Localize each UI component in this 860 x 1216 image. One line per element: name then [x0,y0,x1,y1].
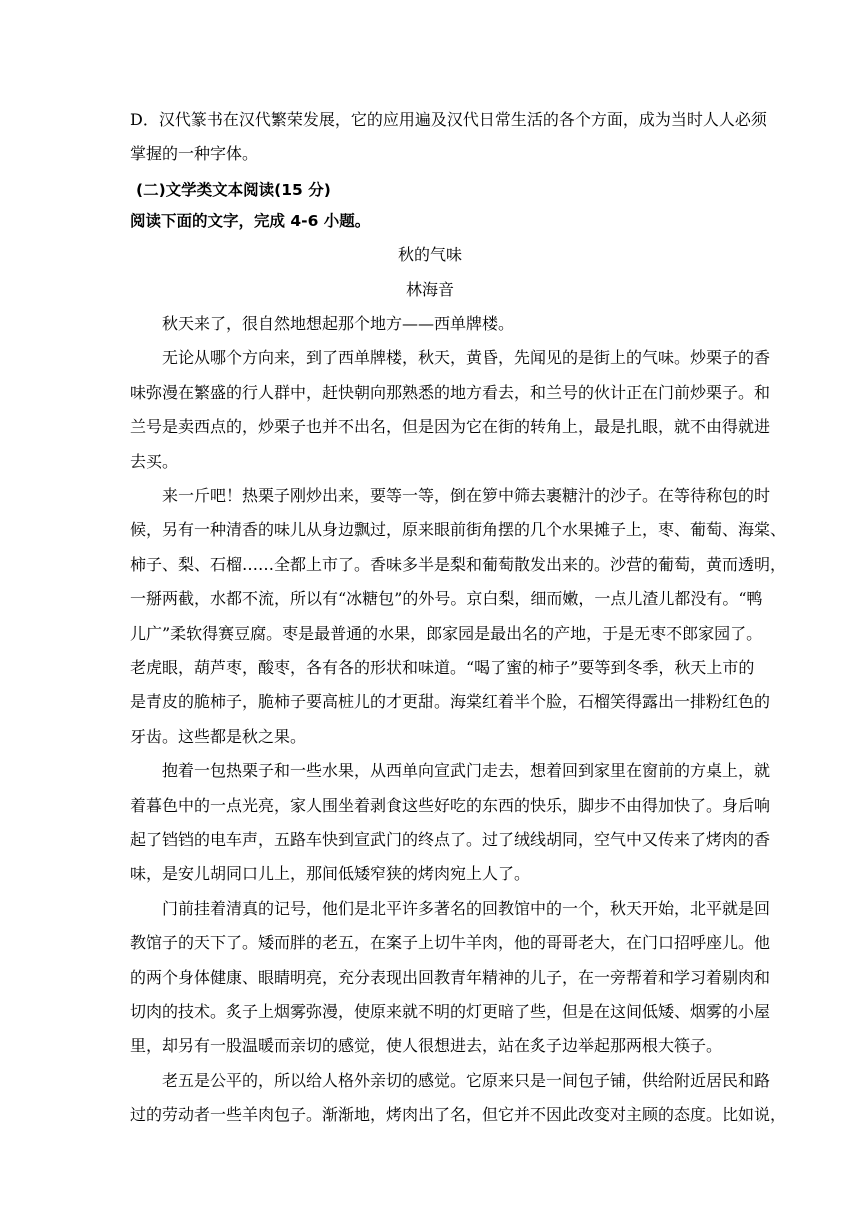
article-line: 切肉的技术。炙子上烟雾弥漫，使原来就不明的灯更暗了些，但是在这间低矮、烟雾的小屋 [130,1002,771,1021]
article-line: 来一斤吧！热栗子刚炒出来，要等一等，倒在箩中筛去裹糖汁的沙子。在等待称包的时 [130,486,771,505]
article-line: 儿广”柔软得赛豆腐。枣是最普通的水果，郎家园是最出名的产地，于是无枣不郎家园了。 [130,623,763,643]
article-author: 林海音 [405,280,454,299]
article-line: 牙齿。这些都是秋之果。 [130,726,307,746]
article-line: 老五是公平的，所以给人格外亲切的感觉。它原来只是一间包子铺，供给附近居民和路 [130,1070,771,1090]
article-line: 候，另有一种清香的味儿从身边飘过，原来眼前街角摆的几个水果摊子上，枣、葡萄、海棠、 [130,520,787,540]
instruction: 阅读下面的文字，完成 4-6 小题。 [130,212,371,230]
article-line: 教馆子的天下了。矮而胖的老五，在案子上切牛羊肉，他的哥哥老大，在门口招呼座儿。他 [130,933,771,953]
article-line: 秋天来了，很自然地想起那个地方——西单牌楼。 [130,314,515,333]
article-line: 柿子、梨、石榴……全都上市了。香味多半是梨和葡萄散发出来的。沙营的葡萄，黄而透明， [130,554,787,574]
option-d-line-2: 掌握的一种字体。 [130,144,259,163]
article-line: 抱着一包热栗子和一些水果，从西单向宣武门走去，想着回到家里在窗前的方桌上，就 [130,761,771,781]
article-line: 去买。 [130,451,179,471]
article-line: 一掰两截，水都不流，所以有“冰糖包”的外号。京白梨，细而嫩，一点儿渣儿都没有。“鸭 [130,589,763,609]
article-line: 里，却另有一股温暖而亲切的感觉，使人很想进去，站在炙子边举起那两根大筷子。 [130,1036,723,1056]
article-line: 是青皮的脆柿子，脆柿子要高桩儿的才更甜。海棠红着半个脸，石榴笑得露出一排粉红色的 [130,692,771,712]
article-line: 起了铛铛的电车声，五路车快到宣武门的终点了。过了绒线胡同，空气中又传来了烤肉的香 [130,830,771,849]
article-line: 味，是安儿胡同口儿上，那间低矮窄狭的烤肉宛上人了。 [130,864,531,884]
article-line: 无论从哪个方向来，到了西单牌楼，秋天，黄昏，先闻见的是街上的气味。炒栗子的香 [130,348,771,368]
article-line: 兰号是卖西点的，炒栗子也并不出名，但是因为它在街的转角上，最是扎眼，就不由得就进 [130,417,771,437]
article-line: 着暮色中的一点光亮，家人围坐着剥食这些好吃的东西的快乐，脚步不由得加快了。身后响 [130,795,771,815]
section-heading: (二)文学类文本阅读(15 分) [136,181,331,199]
option-d-line-1: D．汉代篆书在汉代繁荣发展，它的应用遍及汉代日常生活的各个方面，成为当时人人必须 [130,110,767,129]
article-line: 老虎眼，葫芦枣，酸枣，各有各的形状和味道。“喝了蜜的柿子”要等到冬季，秋天上市的 [130,658,755,677]
article-line: 过的劳动者一些羊肉包子。渐渐地，烤肉出了名，但它并不因此改变对主顾的态度。比如说， [130,1105,787,1125]
article-line: 的两个身体健康、眼睛明亮，充分表现出回教青年精神的儿子，在一旁帮着和学习着剔肉和 [130,967,771,987]
article-title: 秋的气味 [397,245,462,264]
article-line: 门前挂着清真的记号，他们是北平许多著名的回教馆中的一个，秋天开始，北平就是回 [130,898,771,918]
article-line: 味弥漫在繁盛的行人群中，赶快朝向那熟悉的地方看去，和兰号的伙计正在门前炒栗子。和 [130,382,771,402]
